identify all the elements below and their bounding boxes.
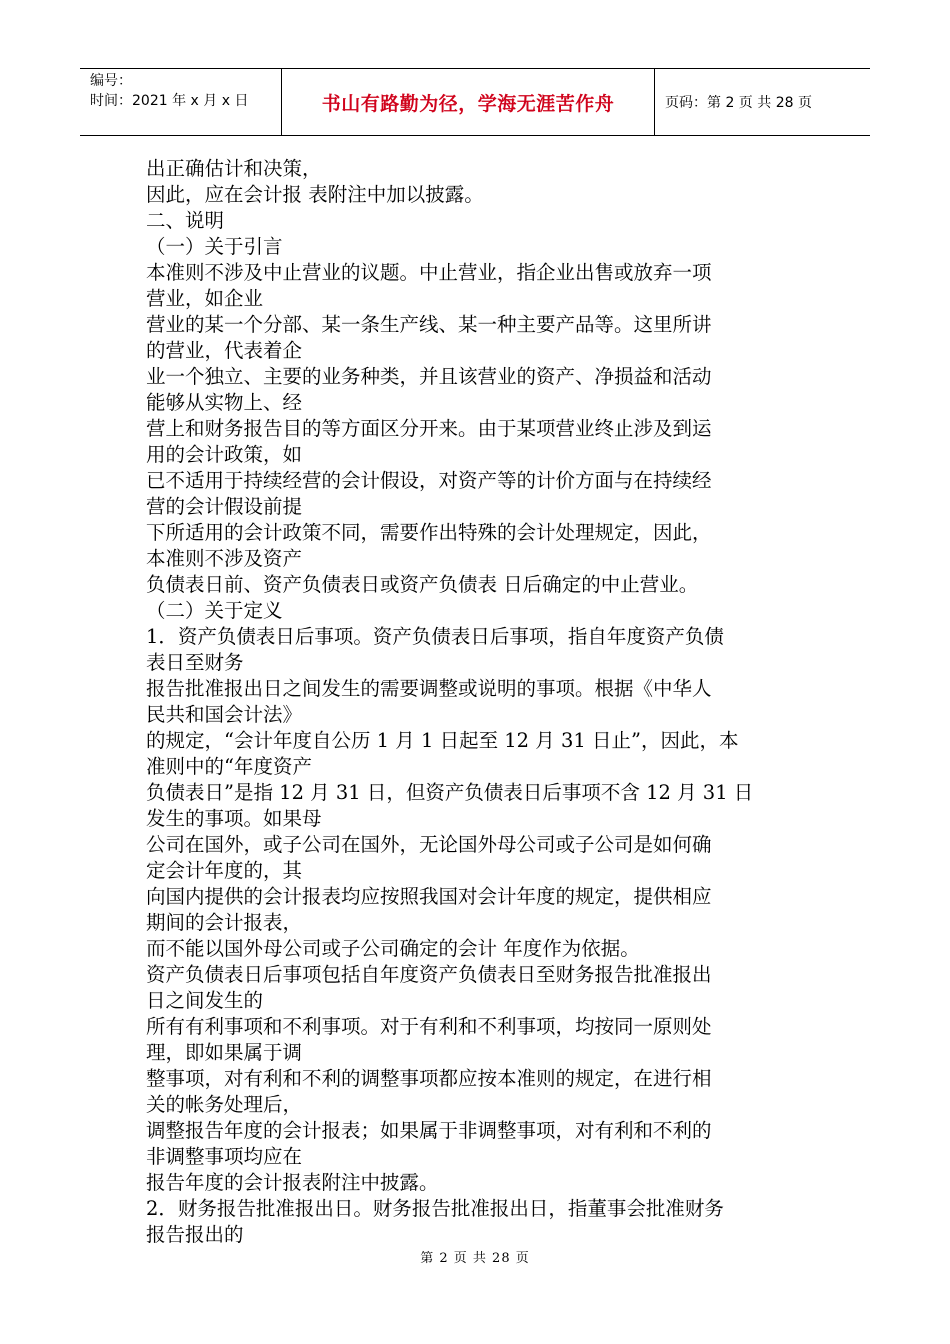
body-line: 已不适用于持续经营的会计假设，对资产等的计价方面与在持续经 [146, 469, 712, 492]
header-meta-cell [80, 69, 282, 135]
body-line: 期间的会计报表， [146, 911, 303, 934]
body-line: 的营业，代表着企 [146, 339, 303, 362]
body-line: 发生的事项。如果母 [146, 807, 322, 830]
body-line: 整事项，对有利和不利的调整事项都应按本准则的规定，在进行相 [146, 1067, 712, 1090]
header-motto: 书山有路勤为径，学海无涯苦作舟 [321, 92, 615, 115]
body-line: 下所适用的会计政策不同，需要作出特殊的会计处理规定，因此， [146, 521, 712, 544]
body-line: 准则中的“年度资产 [146, 755, 312, 778]
body-line: 本准则不涉及中止营业的议题。中止营业，指企业出售或放弃一项 [146, 261, 712, 284]
body-line: 出正确估计和决策， [146, 157, 322, 180]
body-line: 能够从实物上、经 [146, 391, 303, 414]
body-line: 非调整事项均应在 [146, 1145, 303, 1168]
body-line: 业一个独立、主要的业务种类，并且该营业的资产、净损益和活动 [146, 365, 712, 388]
body-line: 报告批准报出日之间发生的需要调整或说明的事项。根据《中华人 [146, 677, 712, 700]
header-page-info: 页码：第 2 页 共 28 页 [665, 95, 812, 111]
body-line: 的规定，“会计年度自公历 1 月 1 日起至 12 月 31 日止”，因此，本 [146, 729, 739, 752]
body-line: 调整报告年度的会计报表；如果属于非调整事项，对有利和不利的 [146, 1119, 712, 1142]
body-line: （一）关于引言 [146, 235, 283, 258]
header-motto-cell [282, 69, 655, 135]
body-line: 所有有利事项和不利事项。对于有利和不利事项，均按同一原则处 [146, 1015, 712, 1038]
body-line: 而不能以国外母公司或子公司确定的会计 年度作为依据。 [146, 937, 640, 960]
body-text [146, 156, 818, 1248]
body-line: 报告报出的 [146, 1223, 244, 1246]
document-time-label: 时间：2021 年 x 月 x 日 [90, 93, 249, 109]
body-line: （二）关于定义 [146, 599, 283, 622]
page-header [80, 68, 870, 136]
body-line: 民共和国会计法》 [146, 703, 303, 726]
body-line: 负债表日前、资产负债表日或资产负债表 日后确定的中止营业。 [146, 573, 699, 596]
body-line: 营业的某一个分部、某一条生产线、某一种主要产品等。这里所讲 [146, 313, 712, 336]
body-line: 本准则不涉及资产 [146, 547, 303, 570]
body-line: 日之间发生的 [146, 989, 264, 1012]
body-line: 资产负债表日后事项包括自年度资产负债表日至财务报告批准报出 [146, 963, 712, 986]
body-line: 理，即如果属于调 [146, 1041, 303, 1064]
body-line: 公司在国外，或子公司在国外，无论国外母公司或子公司是如何确 [146, 833, 712, 856]
body-line: 营的会计假设前提 [146, 495, 303, 518]
body-line: 因此，应在会计报 表附注中加以披露。 [146, 183, 484, 206]
body-line: 负债表日”是指 12 月 31 日，但资产负债表日后事项不含 12 月 31 日 [146, 781, 754, 804]
body-line: 营业，如企业 [146, 287, 264, 310]
body-line: 向国内提供的会计报表均应按照我国对会计年度的规定，提供相应 [146, 885, 712, 908]
body-line: 二、说明 [146, 209, 225, 232]
document-number-label: 编号： [90, 73, 132, 89]
page-footer: 第 2 页 共 28 页 [420, 1251, 530, 1266]
body-line: 关的帐务处理后， [146, 1093, 303, 1116]
body-line: 2．财务报告批准报出日。财务报告批准报出日，指董事会批准财务 [146, 1197, 724, 1220]
body-line: 定会计年度的，其 [146, 859, 303, 882]
body-line: 营上和财务报告目的等方面区分开来。由于某项营业终止涉及到运 [146, 417, 712, 440]
body-line: 表日至财务 [146, 651, 244, 674]
body-line: 1．资产负债表日后事项。资产负债表日后事项，指自年度资产负债 [146, 625, 724, 648]
body-line: 用的会计政策，如 [146, 443, 303, 466]
header-page-cell [655, 69, 870, 135]
body-line: 报告年度的会计报表附注中披露。 [146, 1171, 439, 1194]
